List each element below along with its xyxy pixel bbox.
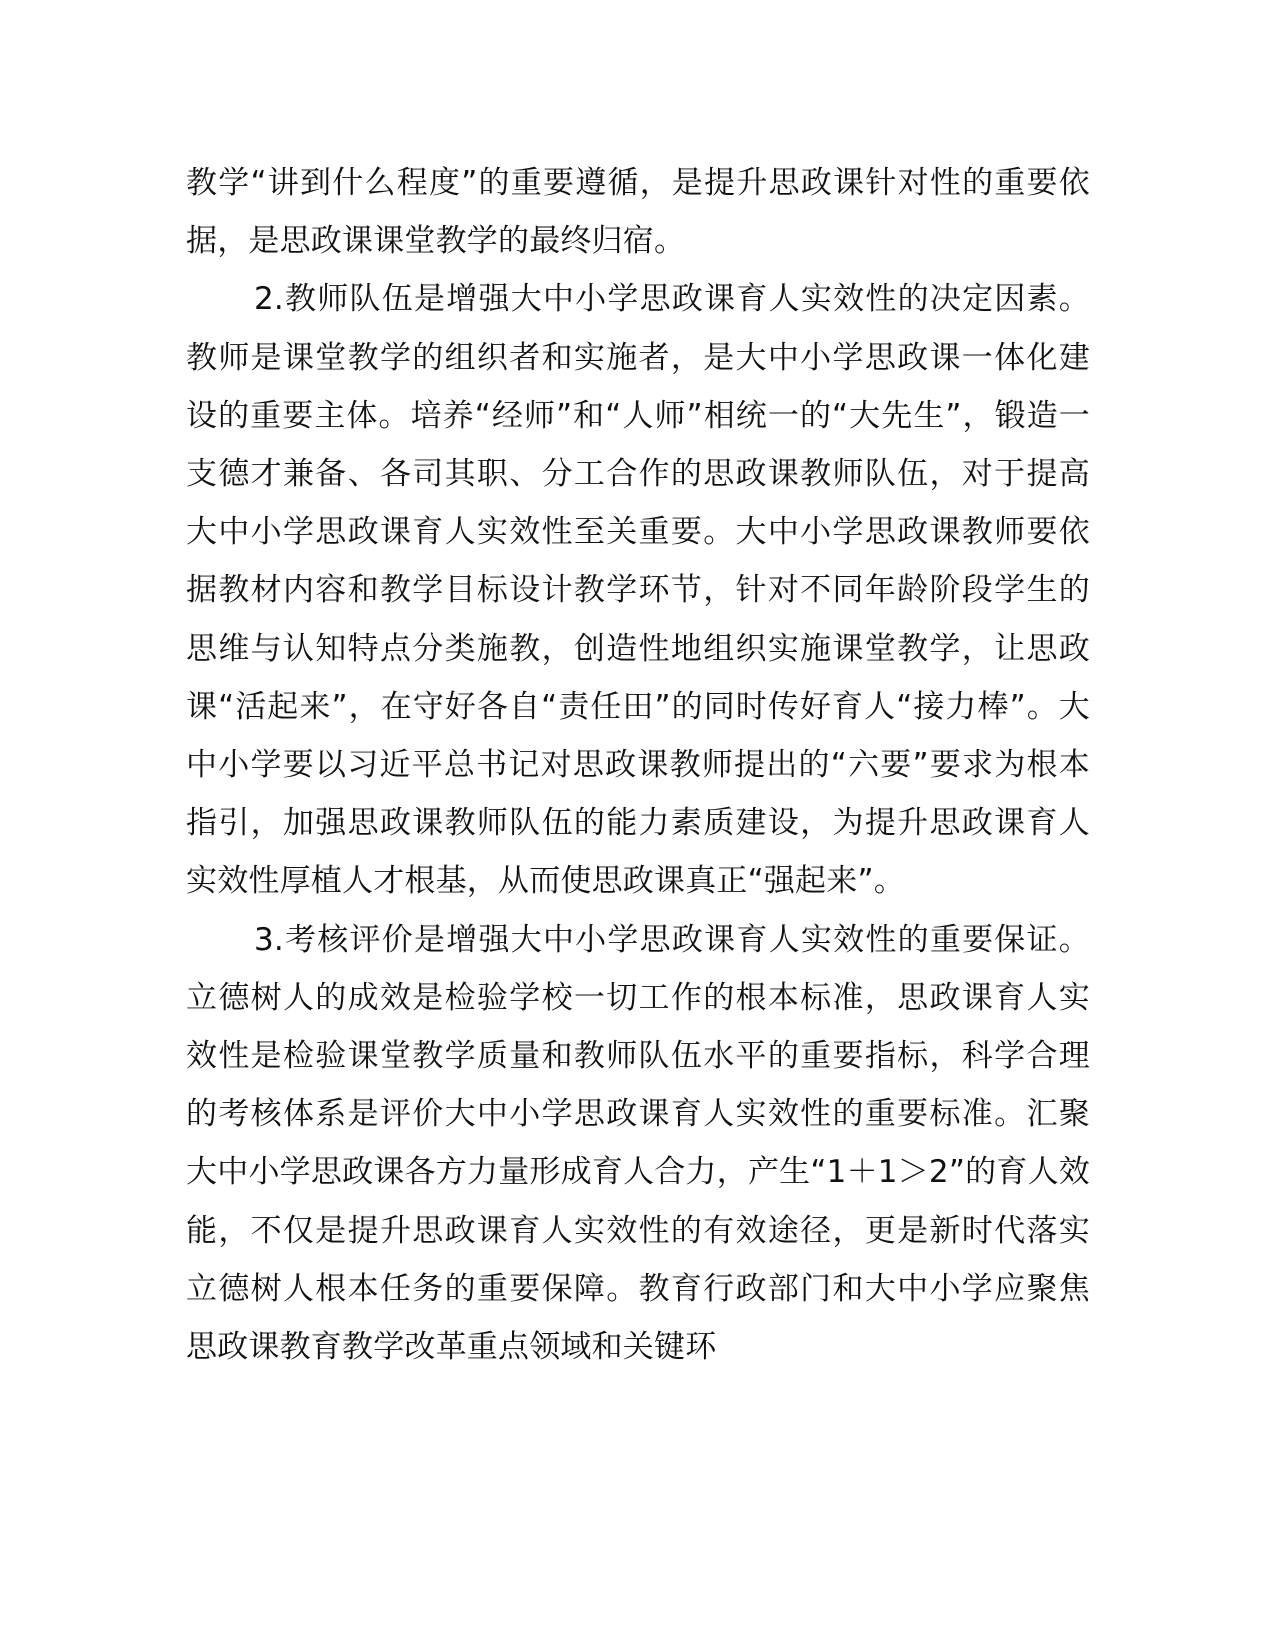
paragraph-assessment: 3.考核评价是增强大中小学思政课育人实效性的重要保证。立德树人的成效是检验学校一切工作的根本标准，思政课育人实效性是检验课堂教学质量和教师队伍水平的重要指标，科学合理的考核体系是评价大中小学思政课育人实效性的重要标准。汇聚大中小学思政课各方力量形成育人合力，产生“1＋1＞2”的育人效能，不仅是提升思政课育人实效性的有效途径，更是新时代落实立德树人根本任务的重要保障。教育行政部门和大中小学应聚焦思政课教育教学改革重点领域和关键环 — [186, 921, 1090, 1366]
body-text — [186, 154, 1090, 1376]
paragraph-teacher-team: 2.教师队伍是增强大中小学思政课育人实效性的决定因素。教师是课堂教学的组织者和实施者，是大中小学思政课一体化建设的重要主体。培养“经师”和“人师”相统一的“大先生”，锻造一支德才兼备、各司其职、分工合作的思政课教师队伍，对于提高大中小学思政课育人实效性至关重要。大中小学思政课教师要依据教材内容和教学目标设计教学环节，针对不同年龄阶段学生的思维与认知特点分类施教，创造性地组织实施课堂教学，让思政课“活起来”，在守好各自“责任田”的同时传好育人“接力棒”。大中小学要以习近平总书记对思政课教师提出的“六要”要求为根本指引，加强思政课教师队伍的能力素质建设，为提升思政课育人实效性厚植人才根基，从而使思政课真正“强起来”。 — [186, 281, 1090, 900]
paragraph-continuation: 教学“讲到什么程度”的重要遵循，是提升思政课针对性的重要依据，是思政课课堂教学的最终归宿。 — [186, 165, 1090, 260]
